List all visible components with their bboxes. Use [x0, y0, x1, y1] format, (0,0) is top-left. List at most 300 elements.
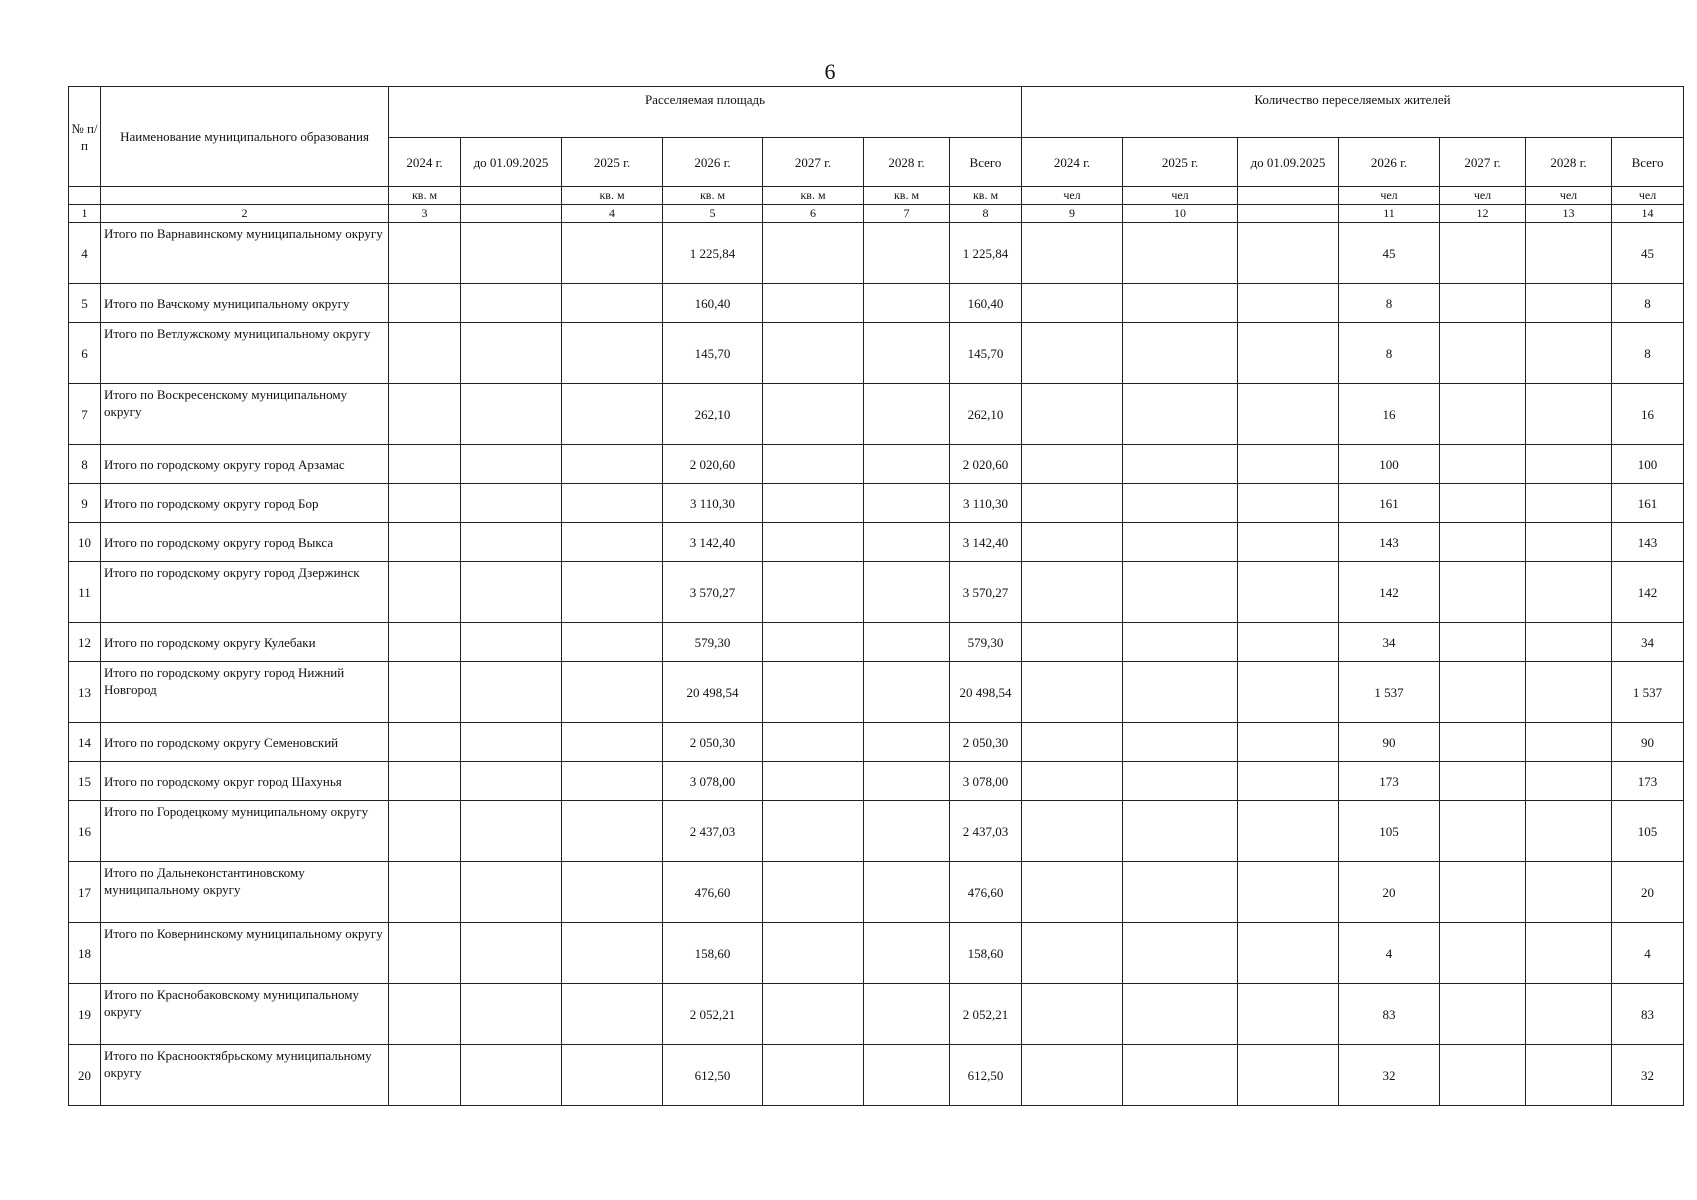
residents-total: 173	[1612, 762, 1684, 801]
residents-2025	[1123, 223, 1238, 284]
residents-until-2025-09-01	[1238, 484, 1339, 523]
area-2027	[763, 862, 864, 923]
row-number: 19	[69, 984, 101, 1045]
residents-until-2025-09-01	[1238, 323, 1339, 384]
residents-2025	[1123, 484, 1238, 523]
residents-2024	[1022, 862, 1123, 923]
area-2027	[763, 445, 864, 484]
area-total: 476,60	[950, 862, 1022, 923]
residents-2027	[1440, 1045, 1526, 1106]
residents-2026: 34	[1339, 623, 1440, 662]
residents-2026: 1 537	[1339, 662, 1440, 723]
header-residents-unit: чел	[1339, 187, 1440, 205]
area-2025	[562, 723, 663, 762]
area-2026: 3 142,40	[663, 523, 763, 562]
residents-2025	[1123, 801, 1238, 862]
residents-total: 34	[1612, 623, 1684, 662]
residents-2027	[1440, 801, 1526, 862]
header-row-units	[69, 187, 1684, 205]
header-column-number: 6	[763, 205, 864, 223]
table-row	[69, 762, 1684, 801]
residents-2025	[1123, 523, 1238, 562]
residents-2028	[1526, 862, 1612, 923]
area-2026: 3 078,00	[663, 762, 763, 801]
area-2026: 2 050,30	[663, 723, 763, 762]
header-area-year: 2027 г.	[763, 138, 864, 187]
row-number: 13	[69, 662, 101, 723]
area-until-2025-09-01	[461, 1045, 562, 1106]
area-2024	[389, 284, 461, 323]
residents-2027	[1440, 723, 1526, 762]
residents-2024	[1022, 923, 1123, 984]
header-area-year: 2026 г.	[663, 138, 763, 187]
row-number: 11	[69, 562, 101, 623]
area-total: 145,70	[950, 323, 1022, 384]
area-2028	[864, 723, 950, 762]
residents-2025	[1123, 284, 1238, 323]
row-number: 12	[69, 623, 101, 662]
residents-total: 45	[1612, 223, 1684, 284]
residents-2024	[1022, 762, 1123, 801]
residents-2025	[1123, 723, 1238, 762]
residents-2026: 100	[1339, 445, 1440, 484]
residents-2027	[1440, 523, 1526, 562]
row-municipality-name: Итого по Ковернинскому муниципальному округу	[101, 923, 389, 984]
residents-2024	[1022, 284, 1123, 323]
area-until-2025-09-01	[461, 984, 562, 1045]
header-column-number: 11	[1339, 205, 1440, 223]
area-2025	[562, 862, 663, 923]
residents-2026: 16	[1339, 384, 1440, 445]
residents-total: 100	[1612, 445, 1684, 484]
residents-2024	[1022, 662, 1123, 723]
residents-2027	[1440, 762, 1526, 801]
header-residents-year: 2024 г.	[1022, 138, 1123, 187]
residents-total: 32	[1612, 1045, 1684, 1106]
residents-until-2025-09-01	[1238, 984, 1339, 1045]
area-2026: 160,40	[663, 284, 763, 323]
residents-2028	[1526, 445, 1612, 484]
row-municipality-name: Итого по Краснооктябрьскому муниципальному округу	[101, 1045, 389, 1106]
residents-2027	[1440, 562, 1526, 623]
area-2028	[864, 284, 950, 323]
residents-2026: 20	[1339, 862, 1440, 923]
area-until-2025-09-01	[461, 801, 562, 862]
area-total: 262,10	[950, 384, 1022, 445]
header-column-number: 10	[1123, 205, 1238, 223]
header-area-year: 2024 г.	[389, 138, 461, 187]
residents-until-2025-09-01	[1238, 445, 1339, 484]
header-area-year: 2025 г.	[562, 138, 663, 187]
residents-2028	[1526, 284, 1612, 323]
area-2024	[389, 984, 461, 1045]
area-2027	[763, 1045, 864, 1106]
header-area-unit	[461, 187, 562, 205]
area-2028	[864, 984, 950, 1045]
header-column-number: 14	[1612, 205, 1684, 223]
row-number: 14	[69, 723, 101, 762]
header-name: Наименование муниципального образования	[101, 87, 389, 187]
header-unit-blank-name	[101, 187, 389, 205]
residents-total: 105	[1612, 801, 1684, 862]
residents-2028	[1526, 801, 1612, 862]
area-until-2025-09-01	[461, 862, 562, 923]
header-column-number: 13	[1526, 205, 1612, 223]
area-2027	[763, 762, 864, 801]
table-row	[69, 623, 1684, 662]
area-2027	[763, 484, 864, 523]
row-number: 8	[69, 445, 101, 484]
area-2024	[389, 1045, 461, 1106]
area-total: 158,60	[950, 923, 1022, 984]
residents-until-2025-09-01	[1238, 801, 1339, 862]
area-2024	[389, 523, 461, 562]
residents-total: 8	[1612, 323, 1684, 384]
area-until-2025-09-01	[461, 445, 562, 484]
residents-2028	[1526, 984, 1612, 1045]
area-2025	[562, 484, 663, 523]
area-2028	[864, 662, 950, 723]
residents-2027	[1440, 223, 1526, 284]
table-row	[69, 445, 1684, 484]
residents-2026: 105	[1339, 801, 1440, 862]
residents-2026: 8	[1339, 284, 1440, 323]
residents-2026: 45	[1339, 223, 1440, 284]
area-until-2025-09-01	[461, 662, 562, 723]
area-2026: 3 110,30	[663, 484, 763, 523]
residents-until-2025-09-01	[1238, 562, 1339, 623]
row-number: 6	[69, 323, 101, 384]
header-area-group: Расселяемая площадь	[389, 87, 1022, 138]
row-number: 7	[69, 384, 101, 445]
area-2027	[763, 662, 864, 723]
header-residents-group: Количество переселяемых жителей	[1022, 87, 1684, 138]
area-2026: 158,60	[663, 923, 763, 984]
row-municipality-name: Итого по городскому округу город Бор	[101, 484, 389, 523]
residents-2028	[1526, 1045, 1612, 1106]
table-row	[69, 523, 1684, 562]
area-total: 579,30	[950, 623, 1022, 662]
table-row	[69, 984, 1684, 1045]
table-row	[69, 923, 1684, 984]
area-2026: 145,70	[663, 323, 763, 384]
row-number: 17	[69, 862, 101, 923]
row-municipality-name: Итого по городскому округу город Нижний Новгород	[101, 662, 389, 723]
area-2027	[763, 284, 864, 323]
residents-2024	[1022, 1045, 1123, 1106]
residents-2024	[1022, 623, 1123, 662]
header-area-unit: кв. м	[389, 187, 461, 205]
area-2026: 1 225,84	[663, 223, 763, 284]
area-2027	[763, 623, 864, 662]
area-until-2025-09-01	[461, 623, 562, 662]
header-area-unit: кв. м	[950, 187, 1022, 205]
area-total: 2 050,30	[950, 723, 1022, 762]
header-area-year: до 01.09.2025	[461, 138, 562, 187]
header-column-number: 8	[950, 205, 1022, 223]
residents-2024	[1022, 484, 1123, 523]
table-row	[69, 801, 1684, 862]
residents-2024	[1022, 562, 1123, 623]
area-2027	[763, 801, 864, 862]
residents-2025	[1123, 445, 1238, 484]
residents-2025	[1123, 623, 1238, 662]
area-2026: 579,30	[663, 623, 763, 662]
header-residents-unit: чел	[1526, 187, 1612, 205]
table-row	[69, 723, 1684, 762]
area-2025	[562, 923, 663, 984]
header-residents-year: Всего	[1612, 138, 1684, 187]
area-2027	[763, 384, 864, 445]
residents-2025	[1123, 562, 1238, 623]
table-row	[69, 1045, 1684, 1106]
residents-2025	[1123, 323, 1238, 384]
area-until-2025-09-01	[461, 223, 562, 284]
area-2025	[562, 562, 663, 623]
area-2027	[763, 923, 864, 984]
header-column-number: 2	[101, 205, 389, 223]
header-column-number: 4	[562, 205, 663, 223]
residents-until-2025-09-01	[1238, 284, 1339, 323]
row-municipality-name: Итого по городскому округу город Арзамас	[101, 445, 389, 484]
header-residents-year: 2027 г.	[1440, 138, 1526, 187]
residents-total: 1 537	[1612, 662, 1684, 723]
area-2025	[562, 1045, 663, 1106]
row-number: 16	[69, 801, 101, 862]
area-2025	[562, 445, 663, 484]
table-row	[69, 484, 1684, 523]
residents-2026: 161	[1339, 484, 1440, 523]
header-residents-unit: чел	[1022, 187, 1123, 205]
area-2024	[389, 562, 461, 623]
area-until-2025-09-01	[461, 923, 562, 984]
row-municipality-name: Итого по Вачскому муниципальному округу	[101, 284, 389, 323]
residents-2024	[1022, 801, 1123, 862]
area-2024	[389, 662, 461, 723]
residents-2028	[1526, 623, 1612, 662]
row-municipality-name: Итого по Воскресенскому муниципальному округу	[101, 384, 389, 445]
area-total: 612,50	[950, 1045, 1022, 1106]
residents-total: 143	[1612, 523, 1684, 562]
header-residents-unit: чел	[1123, 187, 1238, 205]
row-municipality-name: Итого по городскому округу Семеновский	[101, 723, 389, 762]
row-municipality-name: Итого по Варнавинскому муниципальному округу	[101, 223, 389, 284]
area-2028	[864, 223, 950, 284]
area-2024	[389, 723, 461, 762]
area-until-2025-09-01	[461, 284, 562, 323]
residents-2027	[1440, 984, 1526, 1045]
header-residents-year: 2025 г.	[1123, 138, 1238, 187]
residents-2027	[1440, 662, 1526, 723]
area-2024	[389, 862, 461, 923]
area-total: 160,40	[950, 284, 1022, 323]
row-number: 5	[69, 284, 101, 323]
table-row	[69, 223, 1684, 284]
area-2024	[389, 801, 461, 862]
residents-until-2025-09-01	[1238, 662, 1339, 723]
header-area-unit: кв. м	[763, 187, 864, 205]
header-column-number	[461, 205, 562, 223]
row-municipality-name: Итого по Краснобаковскому муниципальному округу	[101, 984, 389, 1045]
area-2028	[864, 384, 950, 445]
row-number: 18	[69, 923, 101, 984]
area-2025	[562, 323, 663, 384]
area-2025	[562, 623, 663, 662]
residents-until-2025-09-01	[1238, 523, 1339, 562]
page-number: 6	[824, 59, 836, 84]
area-2024	[389, 623, 461, 662]
header-column-number: 3	[389, 205, 461, 223]
area-2028	[864, 1045, 950, 1106]
area-2028	[864, 623, 950, 662]
row-number: 20	[69, 1045, 101, 1106]
residents-2026: 90	[1339, 723, 1440, 762]
row-municipality-name: Итого по городскому округу город Дзержинск	[101, 562, 389, 623]
header-residents-unit	[1238, 187, 1339, 205]
area-until-2025-09-01	[461, 523, 562, 562]
area-2024	[389, 923, 461, 984]
residents-total: 142	[1612, 562, 1684, 623]
area-2024	[389, 484, 461, 523]
table-row	[69, 662, 1684, 723]
residents-until-2025-09-01	[1238, 384, 1339, 445]
area-total: 3 142,40	[950, 523, 1022, 562]
area-2024	[389, 384, 461, 445]
area-2027	[763, 984, 864, 1045]
area-2027	[763, 723, 864, 762]
residents-2027	[1440, 323, 1526, 384]
residents-2026: 173	[1339, 762, 1440, 801]
residents-2028	[1526, 923, 1612, 984]
area-total: 2 020,60	[950, 445, 1022, 484]
header-residents-year: 2028 г.	[1526, 138, 1612, 187]
area-2028	[864, 523, 950, 562]
area-2025	[562, 762, 663, 801]
header-area-unit: кв. м	[864, 187, 950, 205]
area-2025	[562, 384, 663, 445]
area-until-2025-09-01	[461, 762, 562, 801]
residents-2026: 83	[1339, 984, 1440, 1045]
residents-2028	[1526, 223, 1612, 284]
area-2028	[864, 445, 950, 484]
table-row	[69, 284, 1684, 323]
table-row	[69, 323, 1684, 384]
residents-total: 8	[1612, 284, 1684, 323]
header-column-number	[1238, 205, 1339, 223]
header-area-unit: кв. м	[663, 187, 763, 205]
header-residents-unit: чел	[1440, 187, 1526, 205]
area-2028	[864, 762, 950, 801]
area-until-2025-09-01	[461, 723, 562, 762]
residents-2028	[1526, 523, 1612, 562]
residents-2028	[1526, 384, 1612, 445]
area-2024	[389, 323, 461, 384]
residents-2028	[1526, 323, 1612, 384]
area-2026: 476,60	[663, 862, 763, 923]
header-area-year: 2028 г.	[864, 138, 950, 187]
residents-until-2025-09-01	[1238, 1045, 1339, 1106]
row-number: 10	[69, 523, 101, 562]
area-2027	[763, 523, 864, 562]
residents-until-2025-09-01	[1238, 623, 1339, 662]
area-2026: 3 570,27	[663, 562, 763, 623]
residents-2026: 143	[1339, 523, 1440, 562]
row-number: 9	[69, 484, 101, 523]
area-2028	[864, 484, 950, 523]
residents-2025	[1123, 762, 1238, 801]
header-residents-year: до 01.09.2025	[1238, 138, 1339, 187]
area-2028	[864, 862, 950, 923]
residents-total: 90	[1612, 723, 1684, 762]
area-2028	[864, 562, 950, 623]
header-column-number: 1	[69, 205, 101, 223]
area-2025	[562, 984, 663, 1045]
table-row	[69, 562, 1684, 623]
residents-2024	[1022, 223, 1123, 284]
table-row	[69, 384, 1684, 445]
residents-until-2025-09-01	[1238, 223, 1339, 284]
area-2028	[864, 323, 950, 384]
residents-2028	[1526, 662, 1612, 723]
residents-2026: 8	[1339, 323, 1440, 384]
area-2026: 612,50	[663, 1045, 763, 1106]
residents-2025	[1123, 1045, 1238, 1106]
residents-until-2025-09-01	[1238, 723, 1339, 762]
header-column-number: 12	[1440, 205, 1526, 223]
residents-2028	[1526, 762, 1612, 801]
area-2024	[389, 762, 461, 801]
residents-2024	[1022, 723, 1123, 762]
area-2028	[864, 923, 950, 984]
residents-2027	[1440, 384, 1526, 445]
header-row-column-numbers	[69, 205, 1684, 223]
area-2025	[562, 284, 663, 323]
row-municipality-name: Итого по Ветлужскому муниципальному округу	[101, 323, 389, 384]
row-municipality-name: Итого по Дальнеконстантиновскому муниципальному округу	[101, 862, 389, 923]
area-total: 20 498,54	[950, 662, 1022, 723]
area-2025	[562, 223, 663, 284]
area-2025	[562, 662, 663, 723]
resettlement-table	[68, 86, 1684, 1106]
residents-2027	[1440, 923, 1526, 984]
header-row-groups	[69, 87, 1684, 138]
header-no: № п/п	[69, 87, 101, 187]
residents-2025	[1123, 662, 1238, 723]
area-total: 1 225,84	[950, 223, 1022, 284]
header-unit-blank-no	[69, 187, 101, 205]
residents-total: 4	[1612, 923, 1684, 984]
row-municipality-name: Итого по городскому округу Кулебаки	[101, 623, 389, 662]
residents-total: 161	[1612, 484, 1684, 523]
area-2027	[763, 223, 864, 284]
area-total: 3 570,27	[950, 562, 1022, 623]
residents-2024	[1022, 384, 1123, 445]
area-total: 2 437,03	[950, 801, 1022, 862]
area-2026: 20 498,54	[663, 662, 763, 723]
residents-2027	[1440, 445, 1526, 484]
area-total: 3 078,00	[950, 762, 1022, 801]
residents-2027	[1440, 623, 1526, 662]
residents-2027	[1440, 862, 1526, 923]
residents-until-2025-09-01	[1238, 762, 1339, 801]
area-2025	[562, 801, 663, 862]
residents-2026: 32	[1339, 1045, 1440, 1106]
header-residents-unit: чел	[1612, 187, 1684, 205]
residents-2026: 4	[1339, 923, 1440, 984]
area-until-2025-09-01	[461, 562, 562, 623]
residents-until-2025-09-01	[1238, 862, 1339, 923]
residents-total: 83	[1612, 984, 1684, 1045]
